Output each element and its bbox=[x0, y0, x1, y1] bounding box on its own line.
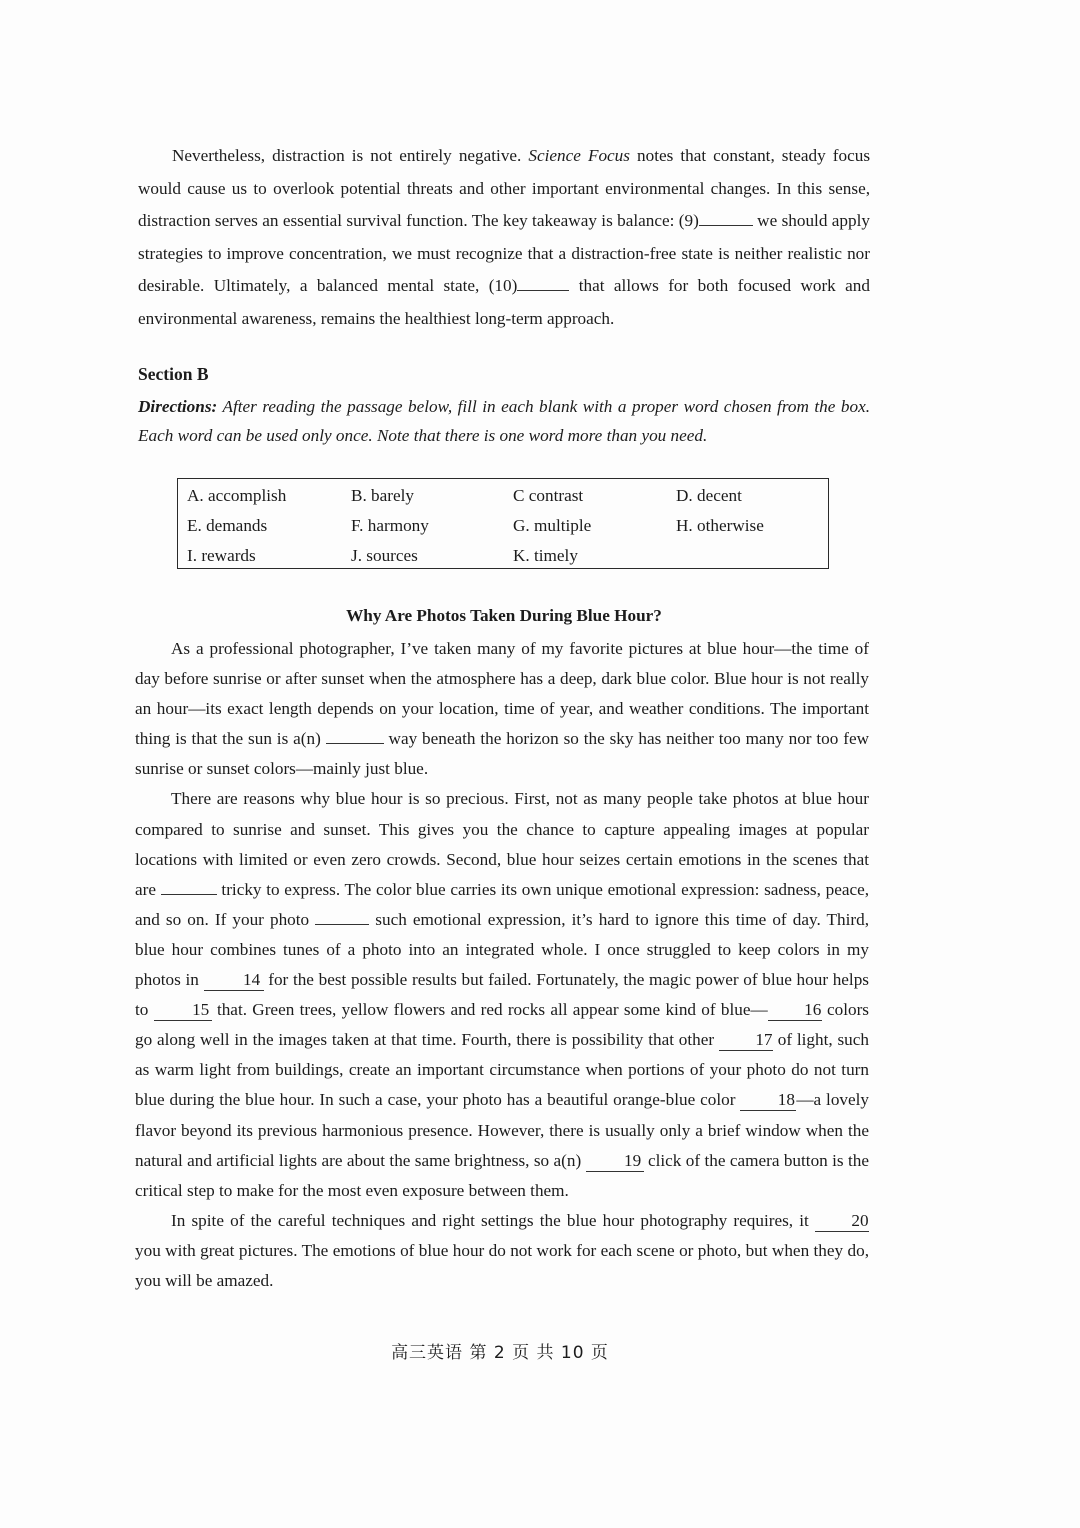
word-option: C contrast bbox=[513, 486, 584, 505]
answer-blank-10[interactable] bbox=[517, 290, 569, 291]
word-option: A. accomplish bbox=[187, 486, 287, 505]
word-option: E. demands bbox=[187, 516, 268, 535]
answer-blank-17[interactable]: 17 bbox=[719, 1031, 773, 1051]
answer-blank-14[interactable]: 14 bbox=[204, 971, 264, 991]
text: colors go along well in the images taken at that time. Fourth, there is possibility that other bbox=[135, 1000, 869, 1050]
italic-source: Science Focus bbox=[528, 146, 630, 165]
text: click of the camera button is the critical step to make for the most even exposure between them. bbox=[135, 1150, 869, 1200]
answer-blank[interactable] bbox=[161, 894, 217, 895]
answer-blank[interactable] bbox=[326, 743, 384, 744]
text: way beneath the horizon so the sky has neither too many nor too few sunrise or sunset colors—mainly just blue. bbox=[135, 729, 869, 779]
word-option: F. harmony bbox=[351, 516, 429, 535]
paragraph bbox=[135, 634, 869, 784]
directions-text: After reading the passage below, fill in each blank with a proper word chosen from the box. Each word can be used only once. Note that there is one word more than you need. bbox=[138, 397, 870, 445]
word-box bbox=[177, 478, 829, 569]
text: —a lovely flavor beyond its previous harmonious presence. However, there is usually only a brief window when the natural and artificial lights are about the same brightness, so a(n) bbox=[135, 1090, 870, 1170]
answer-blank-16[interactable]: 16 bbox=[768, 1001, 822, 1021]
text: tricky to express. The color blue carries its own unique emotional expression: sadness, peace, and so on. If your photo bbox=[135, 879, 869, 929]
text: notes that constant, steady focus would cause us to overlook potential threats and other important environmental changes. In this sense, distraction serves an essential survival function. The key takeaway is balance: bbox=[138, 146, 871, 231]
word-option: I. rewards bbox=[187, 546, 256, 565]
text: that. Green trees, yellow flowers and red rocks all appear some kind of blue— bbox=[211, 1000, 768, 1020]
text: There are reasons why blue hour is so precious. First, not as many people take photos at blue hour compared to sunrise and sunset. This gives you the chance to capture appealing images at popular locations with limited or even zero crowds. Second, blue hour seizes certain emotions in the scenes that are bbox=[135, 789, 869, 899]
answer-blank-9[interactable] bbox=[699, 225, 753, 226]
directions bbox=[138, 392, 870, 450]
passage-section-a-ending bbox=[138, 140, 870, 336]
blank-number: (10) bbox=[488, 276, 518, 296]
word-option: K. timely bbox=[513, 546, 578, 565]
word-option: H. otherwise bbox=[676, 516, 764, 535]
answer-blank-15[interactable]: 15 bbox=[154, 1001, 212, 1021]
word-option: B. barely bbox=[351, 486, 415, 505]
text: we should apply strategies to improve concentration, we must recognize that a distraction-free state is neither realistic nor desirable. Ultimately, a balanced mental state, bbox=[138, 211, 870, 296]
answer-blank-19[interactable]: 19 bbox=[586, 1152, 644, 1172]
word-option: G. multiple bbox=[513, 516, 592, 535]
section-title: Section B bbox=[138, 364, 209, 384]
article-title: Why Are Photos Taken During Blue Hour? bbox=[346, 606, 662, 625]
paragraph bbox=[135, 784, 869, 1205]
article-body bbox=[135, 634, 869, 1296]
text: such emotional expression, it’s hard to ignore this time of day. Third, blue hour combines tunes of a photo into an integrated whole. I once struggled to keep colors in my photos in bbox=[135, 909, 870, 990]
directions-label: Directions: bbox=[138, 397, 218, 416]
paragraph bbox=[135, 1206, 869, 1296]
text: Nevertheless, distraction is not entirely negative. bbox=[172, 146, 529, 165]
word-option: D. decent bbox=[676, 486, 742, 505]
text: As a professional photographer, I’ve taken many of my favorite pictures at blue hour—the time of day before sunrise or after sunset when the atmosphere has a deep, dark blue color. Blue hour is not really an hour—its exact length depends on your location, time of year, and weather conditions. The important thing is that the sun is a(n) bbox=[135, 639, 869, 749]
text: In spite of the careful techniques and right settings the blue hour photography requires, it bbox=[171, 1210, 815, 1230]
text: for the best possible results but failed. Fortunately, the magic power of blue hour helps to bbox=[135, 970, 869, 1020]
answer-blank-18[interactable]: 18 bbox=[740, 1091, 796, 1111]
text: you with great pictures. The emotions of blue hour do not work for each scene or photo, but when they do, you will be amazed. bbox=[135, 1240, 869, 1290]
answer-blank[interactable] bbox=[315, 924, 369, 925]
page-footer: 高三英语 第 2 页 共 10 页 bbox=[391, 1343, 609, 1363]
paragraph bbox=[138, 140, 870, 336]
answer-blank-20[interactable]: 20 bbox=[815, 1212, 869, 1232]
word-option: J. sources bbox=[351, 546, 418, 565]
blank-number: (9) bbox=[678, 211, 699, 231]
text: that allows for both focused work and environmental awareness, remains the healthiest long-term approach. bbox=[138, 276, 870, 328]
text: of light, such as warm light from buildings, create an important circumstance when portions of your photo do not turn blue during the blue hour. In such a case, your photo has a beautiful orange-blue color bbox=[135, 1030, 869, 1110]
